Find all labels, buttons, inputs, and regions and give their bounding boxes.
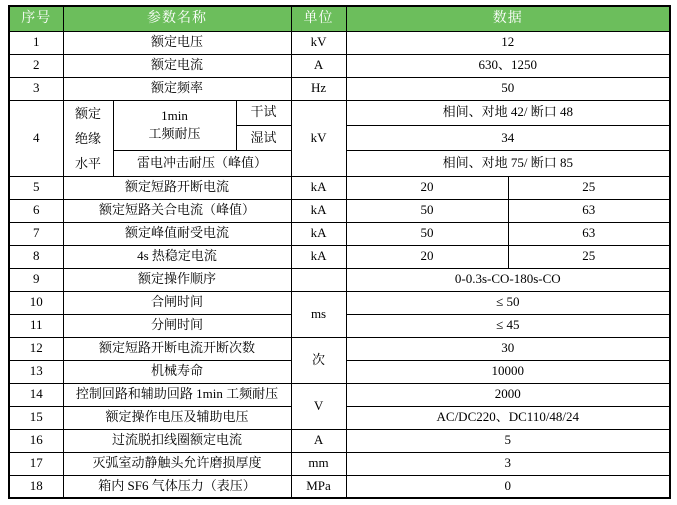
cell-data: 0-0.3s-CO-180s-CO (346, 268, 670, 291)
cell-no: 17 (9, 452, 63, 475)
cell-unit: MPa (291, 475, 346, 498)
table-row-12 (9, 337, 670, 360)
cell-name: 过流脱扣线圈额定电流 (63, 429, 291, 452)
cell-name: 合闸时间 (63, 291, 291, 314)
cell-no: 3 (9, 77, 63, 100)
cell-wet-test-label: 湿试 (236, 125, 291, 150)
cell-data: 相间、对地 75/ 断口 85 (346, 151, 670, 176)
table-row-9 (9, 268, 670, 291)
freq-label-line: 1min (161, 108, 188, 124)
cell-data: 相间、对地 42/ 断口 48 (346, 100, 670, 125)
table-row-8 (9, 245, 670, 268)
cell-data: 0 (346, 475, 670, 498)
table-row-18 (9, 475, 670, 498)
cell-no: 9 (9, 268, 63, 291)
cell-unit: kV (291, 31, 346, 54)
cell-no: 6 (9, 199, 63, 222)
cell-power-freq-withstand-label (113, 100, 236, 151)
table-row-4-dry (9, 100, 670, 125)
cell-unit: kA (291, 176, 346, 199)
table-row-16 (9, 429, 670, 452)
group-label-line: 水平 (74, 155, 101, 171)
cell-no: 12 (9, 337, 63, 360)
cell-no: 7 (9, 222, 63, 245)
cell-no: 4 (9, 100, 63, 176)
table-row-6 (9, 199, 670, 222)
cell-unit: ms (291, 291, 346, 337)
cell-unit: V (291, 383, 346, 429)
cell-unit: 次 (291, 337, 346, 383)
cell-name: 额定短路开断电流 (63, 176, 291, 199)
cell-data: 50 (346, 77, 670, 100)
table-row-2 (9, 54, 670, 77)
cell-unit: mm (291, 452, 346, 475)
cell-unit: Hz (291, 77, 346, 100)
cell-name: 控制回路和辅助回路 1min 工频耐压 (63, 383, 291, 406)
cell-data: 630、1250 (346, 54, 670, 77)
cell-name: 额定操作顺序 (63, 268, 291, 291)
cell-unit: kA (291, 245, 346, 268)
cell-no: 11 (9, 314, 63, 337)
table-row-1 (9, 31, 670, 54)
table-row-17 (9, 452, 670, 475)
header-cell-name: 参数名称 (63, 6, 291, 31)
cell-name: 机械寿命 (63, 360, 291, 383)
cell-no: 13 (9, 360, 63, 383)
cell-name: 分闸时间 (63, 314, 291, 337)
cell-name: 灭弧室动静触头允许磨损厚度 (63, 452, 291, 475)
table-row-14 (9, 383, 670, 406)
cell-data: 12 (346, 31, 670, 54)
cell-no: 14 (9, 383, 63, 406)
cell-name: 额定短路关合电流（峰值） (63, 199, 291, 222)
cell-no: 5 (9, 176, 63, 199)
cell-no: 16 (9, 429, 63, 452)
cell-data: ≤ 50 (346, 291, 670, 314)
cell-no: 18 (9, 475, 63, 498)
cell-no: 1 (9, 31, 63, 54)
group-label-line: 额定 (74, 105, 101, 121)
cell-data: 30 (346, 337, 670, 360)
cell-name: 额定短路开断电流开断次数 (63, 337, 291, 360)
group-label-line: 绝缘 (74, 130, 101, 146)
cell-data: 3 (346, 452, 670, 475)
table-row-7 (9, 222, 670, 245)
cell-name: 额定电流 (63, 54, 291, 77)
header-cell-unit: 单位 (291, 6, 346, 31)
cell-name: 额定峰值耐受电流 (63, 222, 291, 245)
cell-data-left: 20 (346, 245, 508, 268)
cell-data: AC/DC220、DC110/48/24 (346, 406, 670, 429)
header-cell-data: 数据 (346, 6, 670, 31)
table-row-3 (9, 77, 670, 100)
cell-data: 5 (346, 429, 670, 452)
table-row-10 (9, 291, 670, 314)
cell-data: 10000 (346, 360, 670, 383)
freq-label-line: 工频耐压 (148, 126, 201, 142)
header-row (9, 6, 670, 31)
cell-unit: kA (291, 199, 346, 222)
header-cell-index: 序号 (9, 6, 63, 31)
cell-unit: A (291, 429, 346, 452)
cell-name: 额定操作电压及辅助电压 (63, 406, 291, 429)
cell-insulation-level-label (63, 100, 113, 176)
cell-data-left: 50 (346, 199, 508, 222)
cell-data-right: 25 (508, 245, 670, 268)
cell-name: 额定频率 (63, 77, 291, 100)
table-row-5 (9, 176, 670, 199)
cell-name: 箱内 SF6 气体压力（表压） (63, 475, 291, 498)
cell-data: 2000 (346, 383, 670, 406)
cell-data-left: 20 (346, 176, 508, 199)
cell-data: ≤ 45 (346, 314, 670, 337)
cell-unit: A (291, 54, 346, 77)
cell-no: 8 (9, 245, 63, 268)
cell-data-right: 63 (508, 199, 670, 222)
spec-table (8, 5, 671, 499)
cell-no: 2 (9, 54, 63, 77)
cell-data-right: 25 (508, 176, 670, 199)
cell-no: 10 (9, 291, 63, 314)
cell-data: 34 (346, 125, 670, 150)
cell-unit (291, 268, 346, 291)
cell-no: 15 (9, 406, 63, 429)
cell-name: 4s 热稳定电流 (63, 245, 291, 268)
cell-lightning-impulse-label: 雷电冲击耐压（峰值） (113, 151, 291, 176)
cell-dry-test-label: 干试 (236, 100, 291, 125)
cell-data-right: 63 (508, 222, 670, 245)
cell-name: 额定电压 (63, 31, 291, 54)
cell-data-left: 50 (346, 222, 508, 245)
cell-unit: kV (291, 100, 346, 176)
cell-unit: kA (291, 222, 346, 245)
